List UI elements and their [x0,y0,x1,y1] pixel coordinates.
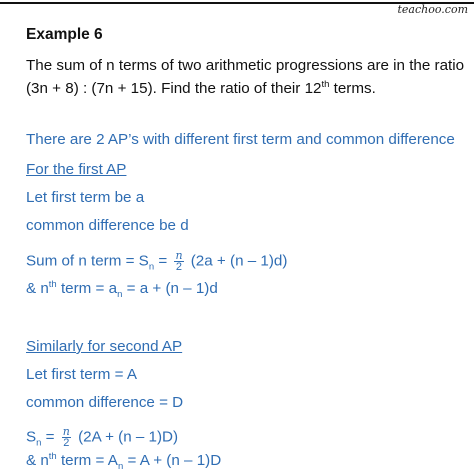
second-ap-first-term: Let first term = A [26,366,137,383]
first-sum-equals: = [154,252,172,270]
example-title: Example 6 [26,26,103,43]
first-nth-prefix: & n [26,280,49,297]
second-sum-equals: = [41,428,59,446]
second-nth-subscript: n [117,461,124,472]
second-sum-rhs: (2A + (n – 1)D) [73,428,179,446]
first-ap-first-term: Let first term be a [26,189,145,206]
first-frac-numerator: n [175,249,183,262]
first-nth-mid: term = a [56,280,118,297]
second-sum-fraction [62,426,71,449]
second-nth-mid: term = A [56,452,118,469]
question-line-2-tail: terms. [329,80,376,97]
first-sum-label: Sum of n term = S [26,252,149,270]
second-ap-heading: Similarly for second AP [26,338,183,355]
second-frac-numerator: n [62,425,70,438]
first-nth-rhs: = a + (n – 1)d [122,280,218,297]
first-nth-superscript: th [48,279,57,290]
first-sum-fraction [174,250,183,273]
second-ap-common-difference: common difference = D [26,394,184,411]
second-ap-sum-formula [26,426,178,449]
brand-logo: teachoo.com [397,3,468,16]
second-nth-rhs: = A + (n – 1)D [123,452,222,469]
first-sum-rhs: (2a + (n – 1)d) [186,252,288,270]
second-frac-denominator: 2 [63,437,70,449]
question-superscript: th [321,79,330,90]
second-sum-label: S [26,428,37,446]
second-sum-subscript: n [36,437,42,449]
second-nth-prefix: & n [26,452,49,469]
second-ap-nth-term [26,452,221,470]
first-ap-common-difference: common difference be d [26,217,189,234]
solution-intro: There are 2 AP’s with different first term and common difference [26,131,455,148]
first-frac-denominator: 2 [175,261,183,273]
second-nth-superscript: th [48,451,57,462]
first-ap-heading: For the first AP [26,161,127,178]
question-line-2-text: (3n + 8) : (7n + 15). Find the ratio of their 12 [26,80,322,97]
first-ap-nth-term [26,280,218,298]
first-sum-subscript: n [148,261,155,273]
first-nth-subscript: n [117,289,123,300]
question-line-1: The sum of n terms of two arithmetic progressions are in the ratio [26,57,465,74]
question-line-2 [26,80,376,98]
first-ap-sum-formula [26,250,287,273]
